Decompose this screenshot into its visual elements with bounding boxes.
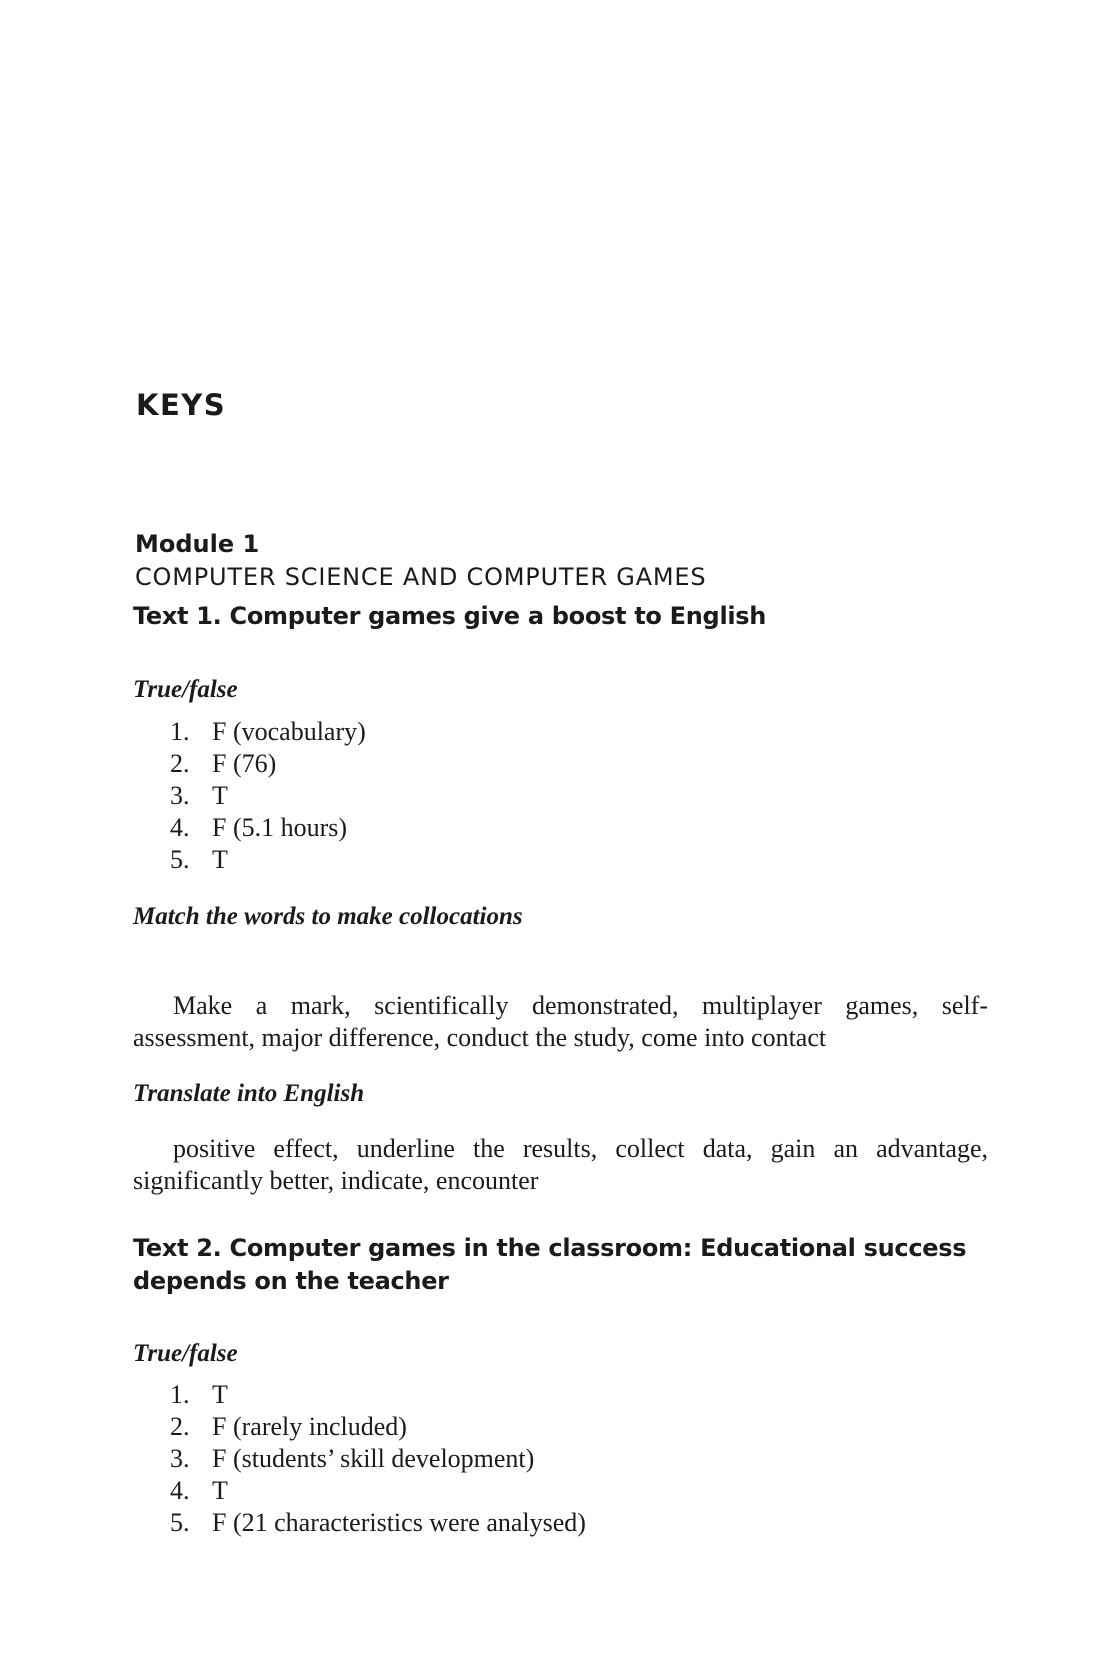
page-title: KEYS — [136, 388, 227, 422]
translate-heading: Translate into English — [133, 1080, 365, 1107]
list-item — [170, 748, 366, 780]
list-item-answer: F (5.1 hours) — [212, 813, 348, 842]
list-item-number: 4. — [170, 813, 190, 842]
list-item — [170, 1475, 586, 1507]
list-item-answer: T — [212, 1380, 228, 1409]
text2-heading-line1: Text 2. Computer games in the classroom: Educational success — [133, 1234, 967, 1262]
list-item-number: 2. — [170, 1412, 190, 1441]
list-item-answer: T — [212, 781, 228, 810]
text1-heading: Text 1. Computer games give a boost to English — [133, 602, 767, 630]
list-item — [170, 1507, 586, 1539]
text2-heading — [133, 1232, 966, 1298]
list-item-number: 4. — [170, 1476, 190, 1505]
list-item-answer: F (vocabulary) — [212, 717, 366, 746]
module-label: Module 1 — [135, 530, 260, 558]
list-item-answer: T — [212, 845, 228, 874]
list-item — [170, 1443, 586, 1475]
text1-true-false-heading: True/false — [133, 676, 238, 703]
list-item-answer: F (rarely included) — [212, 1412, 407, 1441]
list-item-number: 5. — [170, 1508, 190, 1537]
list-item-answer: F (students’ skill development) — [212, 1444, 535, 1473]
list-item-number: 5. — [170, 845, 190, 874]
text2-true-false-heading: True/false — [133, 1340, 238, 1367]
list-item-answer: F (21 characteristics were analysed) — [212, 1508, 586, 1537]
list-item-number: 1. — [170, 1380, 190, 1409]
list-item — [170, 812, 366, 844]
collocations-heading: Match the words to make collocations — [133, 903, 523, 930]
text2-heading-line2: depends on the teacher — [133, 1267, 449, 1295]
list-item-number: 3. — [170, 1444, 190, 1473]
list-item — [170, 716, 366, 748]
list-item — [170, 1411, 586, 1443]
module-title: COMPUTER SCIENCE AND COMPUTER GAMES — [135, 563, 707, 591]
collocations-answer: Make a mark, scientifically demonstrated, multiplayer games, self-assessment, major difference, conduct the study, come into contact — [133, 991, 988, 1052]
list-item-answer: F (76) — [212, 749, 277, 778]
list-item — [170, 1379, 586, 1411]
list-item-number: 3. — [170, 781, 190, 810]
text1-true-false-list — [170, 716, 366, 876]
list-item — [170, 844, 366, 876]
translate-answer: positive effect, underline the results, collect data, gain an advantage, significantly better, indicate, encounter — [133, 1134, 988, 1195]
list-item-answer: T — [212, 1476, 228, 1505]
list-item-number: 1. — [170, 717, 190, 746]
list-item — [170, 780, 366, 812]
list-item-number: 2. — [170, 749, 190, 778]
text2-true-false-list — [170, 1379, 586, 1539]
